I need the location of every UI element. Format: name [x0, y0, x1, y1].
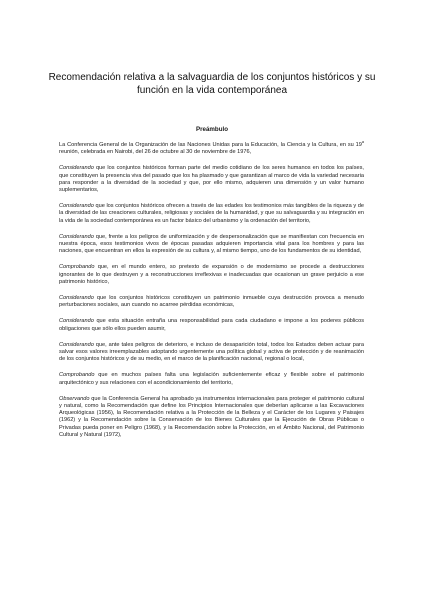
intro-text: La Conferencia General de la Organización de las Naciones Unidas para la Educación, la Ciencia y la Cultura, en su 19: [59, 142, 362, 148]
paragraph-text: que, frente a los peligros de uniformización y de despersonalización que se manifiestan con frecuencia en nuestra época, esos testimonios vivos de épocas pasadas adquieren importancia vital para los hombres y para las naciones, que encuentran en ellos la expresión de su cultura y, al mismo tiempo, uno de los fundamentos de su identidad,: [59, 233, 364, 255]
paragraph-lead: Comprobando: [59, 264, 95, 271]
paragraph-text: que en muchos países falta una legislación suficientemente eficaz y flexible sobre el patrimonio arquitectónico y sus relaciones con el acondicionamiento del territorio,: [59, 372, 364, 386]
intro-paragraph: [59, 142, 364, 156]
paragraph-text: que la Conferencia General ha aprobado ya instrumentos internacionales para proteger el patrimonio cultural y natural, como la Recomendación que define los Principios Internacionales que deberían aplicarse a las Excavaciones Arqueológicas (1956), la Recomendación relativa a la Protección de la Belleza y el Carácter de los Lugares y Paisajes (1962) y la Recomendación sobre la Conservación de los Bienes Culturales que la Ejecución de Obras Públicas o Privadas pueda poner en Peligro (1968), y la Recomendación sobre la Protección, en el Ámbito Nacional, del Patrimonio Cultural y Natural (1972),: [59, 395, 364, 438]
paragraph-lead: Considerando: [59, 203, 94, 210]
preamble-heading: Preámbulo: [196, 126, 228, 133]
intro-text-end: reunión, celebrada en Nairobi, del 26 de octubre al 30 de noviembre de 1976,: [59, 149, 252, 156]
document-title: Recomendación relativa a la salvaguardia de los conjuntos históricos y su función en la vida contemporánea: [48, 72, 376, 96]
paragraph-lead: Considerando: [59, 233, 94, 240]
paragraph-lead: Considerando: [59, 341, 94, 348]
preamble-paragraph: [59, 372, 364, 386]
paragraph-text: que, en el mundo entero, so pretexto de expansión o de modernismo se procede a destrucciones ignorantes de lo que destruyen y a reconstrucciones irreflexivas e inadecuadas que ocasionan un grave perjuicio a ese patrimonio histórico,: [59, 264, 364, 285]
paragraph-lead: Considerando: [59, 165, 94, 172]
preamble-paragraph: [59, 396, 364, 439]
preamble-paragraph: [59, 203, 364, 225]
ordinal-superscript: a: [361, 140, 364, 145]
paragraph-text: que los conjuntos históricos ofrecen a través de las edades los testimonios más tangibles de la riqueza y de la diversidad de las creaciones culturales, religiosas y sociales de la humanidad, y que su salvaguardia y su integración en la vida de la sociedad contemporánea es un factor básico del urbanismo y la ordenación del territorio,: [59, 203, 364, 224]
document-body: [59, 142, 364, 448]
paragraph-lead: Considerando: [59, 318, 94, 325]
paragraph-text: que, ante tales peligros de deterioro, e incluso de desaparición total, todos los Estados deben actuar para salvar esos valores irreemplazables adoptando urgentemente una política global y activa de protección y de reanimación de los conjuntos históricos y de su medio, en el marco de la planificación nacional, regional o local,: [59, 341, 364, 363]
preamble-paragraph: [59, 318, 364, 332]
paragraph-text: que esta situación entraña una responsabilidad para cada ciudadano e impone a los poderes públicos obligaciones que sólo ellos pueden asumir,: [59, 318, 364, 332]
preamble-paragraph: [59, 342, 364, 364]
paragraph-text: que los conjuntos históricos constituyen un patrimonio inmueble cuya destrucción provoca a menudo perturbaciones sociales, aun cuando no acarree pérdidas económicas,: [59, 295, 364, 309]
preamble-paragraph: [59, 234, 364, 256]
preamble-paragraph: [59, 264, 364, 286]
preamble-paragraph: [59, 295, 364, 309]
paragraph-lead: Considerando: [59, 295, 94, 302]
paragraph-lead: Observando: [59, 395, 90, 402]
paragraph-lead: Comprobando: [59, 372, 95, 379]
preamble-paragraph: [59, 165, 364, 194]
paragraph-text: que los conjuntos históricos forman parte del medio cotidiano de los seres humanos en todos los países, que constituyen la presencia viva del pasado que los ha plasmado y que garantizan al marco de vida la variedad necesaria para responder a la diversidad de la sociedad y que, por ello mismo, adquieren una dimensión y un valor humano suplementarios,: [59, 165, 364, 194]
